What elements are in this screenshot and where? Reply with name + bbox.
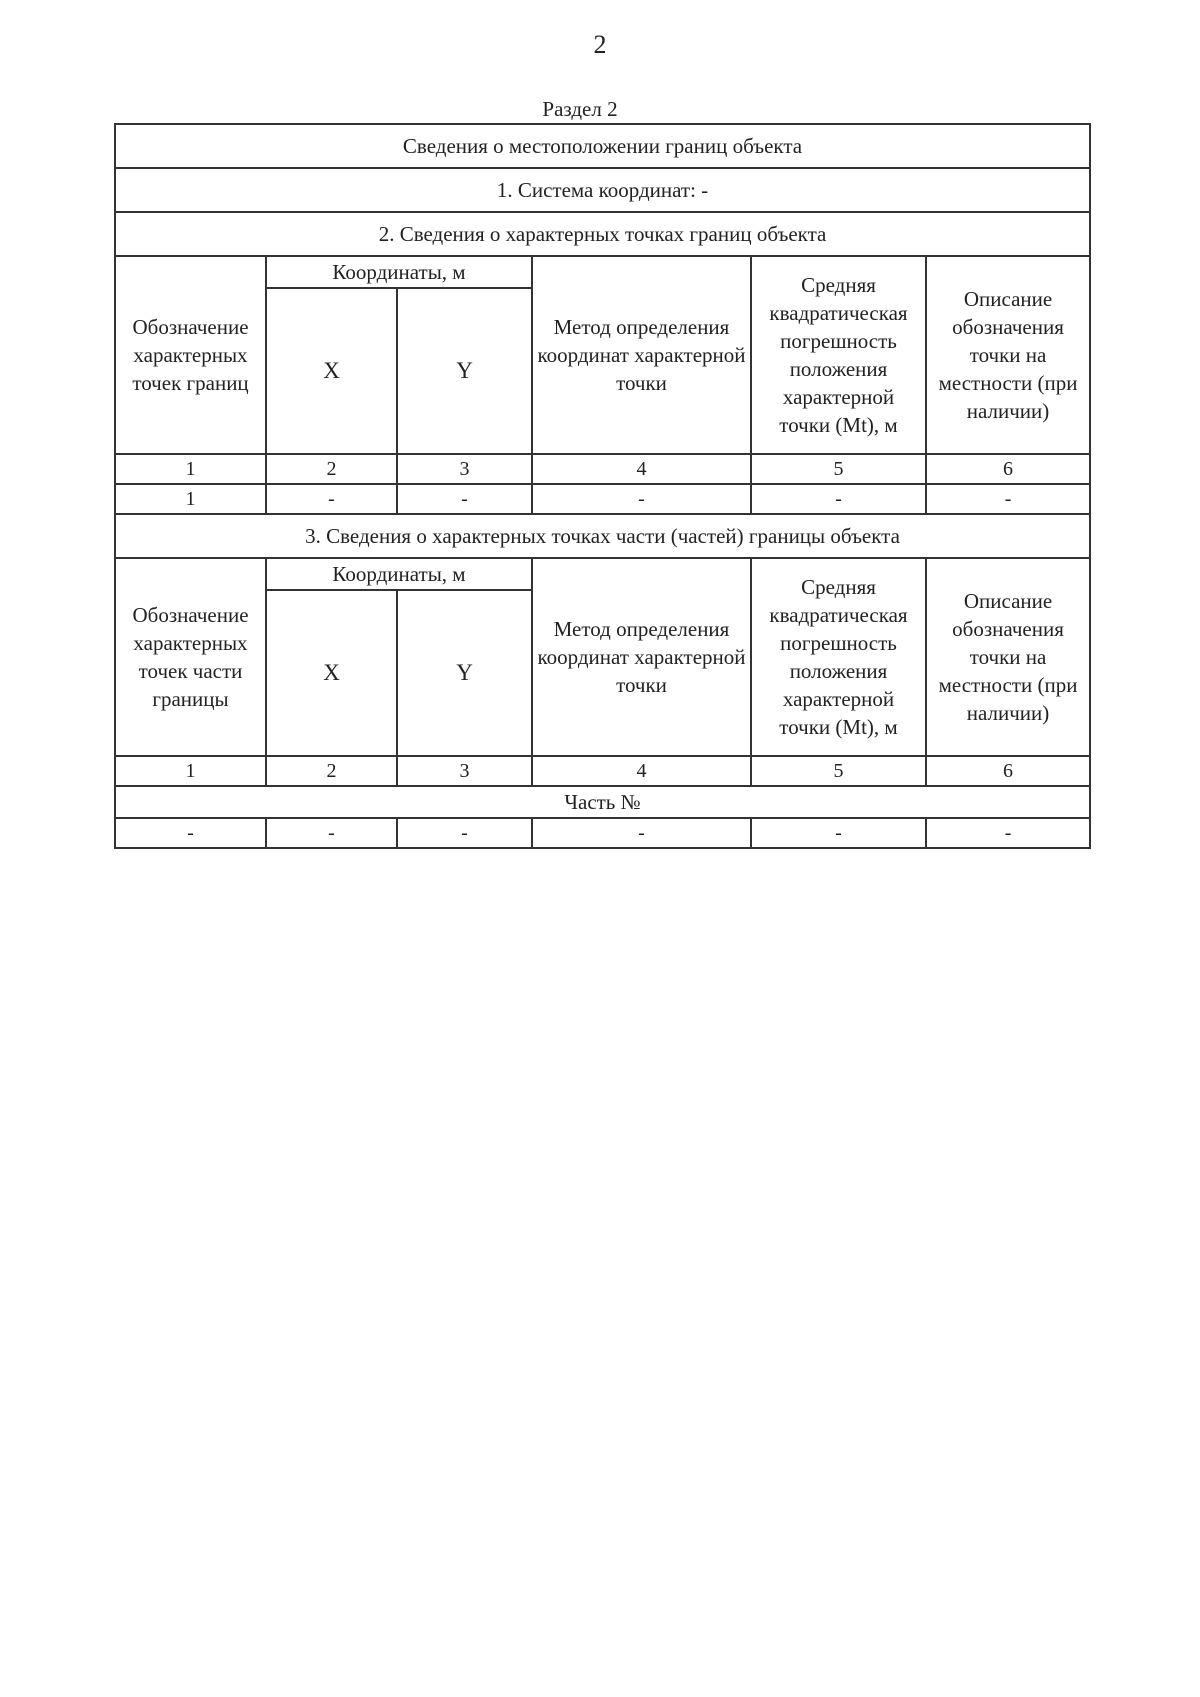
s2-accuracy-header: Средняя квадратическая погрешность положения характерной точки (Mt), м [751,256,926,454]
column-number: 1 [115,756,266,786]
table-cell: - [266,818,397,848]
column-number: 3 [397,454,532,484]
table-row [115,818,1090,848]
s2-x-header: X [266,288,397,454]
s3-description-header: Описание обозначения точки на местности (при наличии) [926,558,1090,756]
table-cell: - [532,484,751,514]
section2-title: 2. Сведения о характерных точках границ объекта [115,212,1090,256]
column-number: 6 [926,756,1090,786]
table-cell: - [926,484,1090,514]
s3-column-numbers [115,756,1090,786]
boundary-table [114,123,1091,849]
table-cell: - [532,818,751,848]
column-number: 4 [532,454,751,484]
table-cell: - [397,484,532,514]
s3-y-header: Y [397,590,532,756]
s3-coordinates-header: Координаты, м [266,558,532,590]
table-cell: - [751,484,926,514]
table-row [115,484,1090,514]
table-cell: - [266,484,397,514]
s3-accuracy-header: Средняя квадратическая погрешность положения характерной точки (Mt), м [751,558,926,756]
column-number: 3 [397,756,532,786]
column-number: 2 [266,454,397,484]
s3-designation-header: Обозначение характерных точек части границы [115,558,266,756]
s2-description-header: Описание обозначения точки на местности (при наличии) [926,256,1090,454]
column-number: 5 [751,454,926,484]
section3-title: 3. Сведения о характерных точках части (частей) границы объекта [115,514,1090,558]
table-cell: - [115,818,266,848]
s2-y-header: Y [397,288,532,454]
table-cell: 1 [115,484,266,514]
column-number: 4 [532,756,751,786]
s2-designation-header: Обозначение характерных точек границ [115,256,266,454]
coordinate-system: 1. Система координат: - [115,168,1090,212]
column-number: 6 [926,454,1090,484]
page-number: 2 [593,30,607,59]
column-number: 5 [751,756,926,786]
table-cell: - [926,818,1090,848]
table-title: Сведения о местоположении границ объекта [115,124,1090,168]
part-label: Часть № [115,786,1090,818]
section-label: Раздел 2 [542,97,618,121]
s2-method-header: Метод определения координат характерной точки [532,256,751,454]
table-cell: - [751,818,926,848]
s2-column-numbers [115,454,1090,484]
column-number: 1 [115,454,266,484]
s3-method-header: Метод определения координат характерной точки [532,558,751,756]
column-number: 2 [266,756,397,786]
table-cell: - [397,818,532,848]
s2-coordinates-header: Координаты, м [266,256,532,288]
s3-x-header: X [266,590,397,756]
